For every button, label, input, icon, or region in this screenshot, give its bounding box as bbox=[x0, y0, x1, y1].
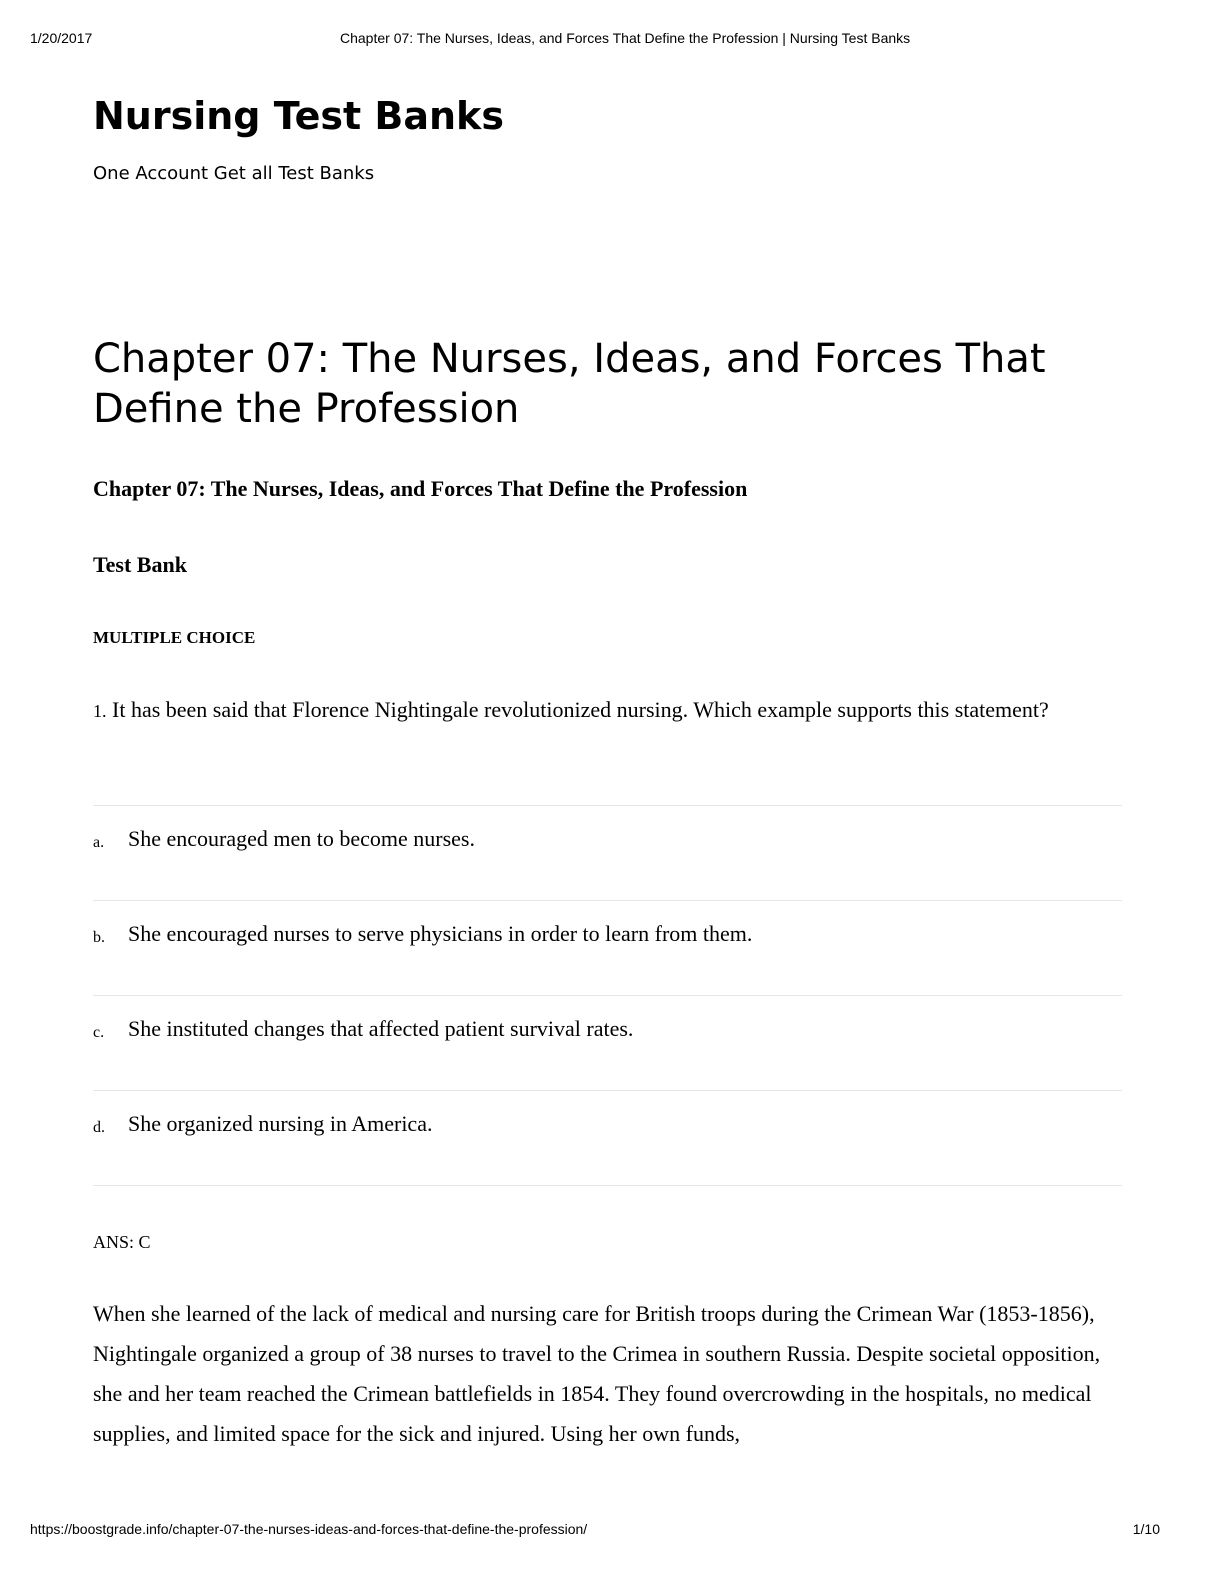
option-letter: b. bbox=[93, 929, 105, 946]
option-row-c bbox=[93, 996, 1122, 1091]
option-letter: d. bbox=[93, 1119, 105, 1136]
answer-key: ANS: C bbox=[93, 1232, 151, 1252]
option-row-a bbox=[93, 806, 1122, 901]
post-title: Chapter 07: The Nurses, Ideas, and Forces That Define the Profession bbox=[93, 336, 1046, 432]
site-title-link[interactable]: Nursing Test Banks bbox=[93, 94, 504, 138]
question-number: 1. bbox=[93, 701, 107, 721]
option-text: She encouraged nurses to serve physicians in order to learn from them. bbox=[128, 921, 753, 946]
page-number: 1/10 bbox=[1132, 1521, 1160, 1537]
answer-options-table bbox=[93, 805, 1122, 1186]
option-text: She encouraged men to become nurses. bbox=[128, 826, 475, 851]
rationale-paragraph: When she learned of the lack of medical and nursing care for British troops during the Crimean War (1853-1856), Nightingale organized a group of 38 nurses to travel to the Crimea in southern Russia. Despite societal opposition, she and her team reached the Crimean battlefields in 1854. They found overcrowding in the hospitals, no medical supplies, and limited space for the sick and injured. Using her own funds, bbox=[93, 1301, 1101, 1446]
option-letter: c. bbox=[93, 1024, 105, 1041]
option-row-d bbox=[93, 1091, 1122, 1186]
print-document-title: Chapter 07: The Nurses, Ideas, and Forces That Define the Profession | Nursing Test Banks bbox=[340, 30, 911, 46]
print-header bbox=[0, 30, 1224, 50]
print-url: https://boostgrade.info/chapter-07-the-nurses-ideas-and-forces-that-define-the-profession/ bbox=[30, 1521, 588, 1537]
site-tagline: One Account Get all Test Banks bbox=[93, 163, 375, 184]
option-text: She instituted changes that affected patient survival rates. bbox=[128, 1016, 634, 1041]
test-bank-label: Test Bank bbox=[93, 552, 187, 577]
chapter-sub-heading: Chapter 07: The Nurses, Ideas, and Forces That Define the Profession bbox=[93, 476, 748, 501]
print-footer bbox=[0, 1521, 1224, 1541]
option-row-b bbox=[93, 901, 1122, 996]
option-text: She organized nursing in America. bbox=[128, 1111, 433, 1136]
multiple-choice-label: MULTIPLE CHOICE bbox=[93, 628, 256, 647]
option-letter: a. bbox=[93, 834, 105, 851]
print-date: 1/20/2017 bbox=[30, 30, 93, 46]
question-text: It has been said that Florence Nightingale revolutionized nursing. Which example supports this statement? bbox=[112, 697, 1049, 722]
question-stem bbox=[93, 690, 1093, 731]
